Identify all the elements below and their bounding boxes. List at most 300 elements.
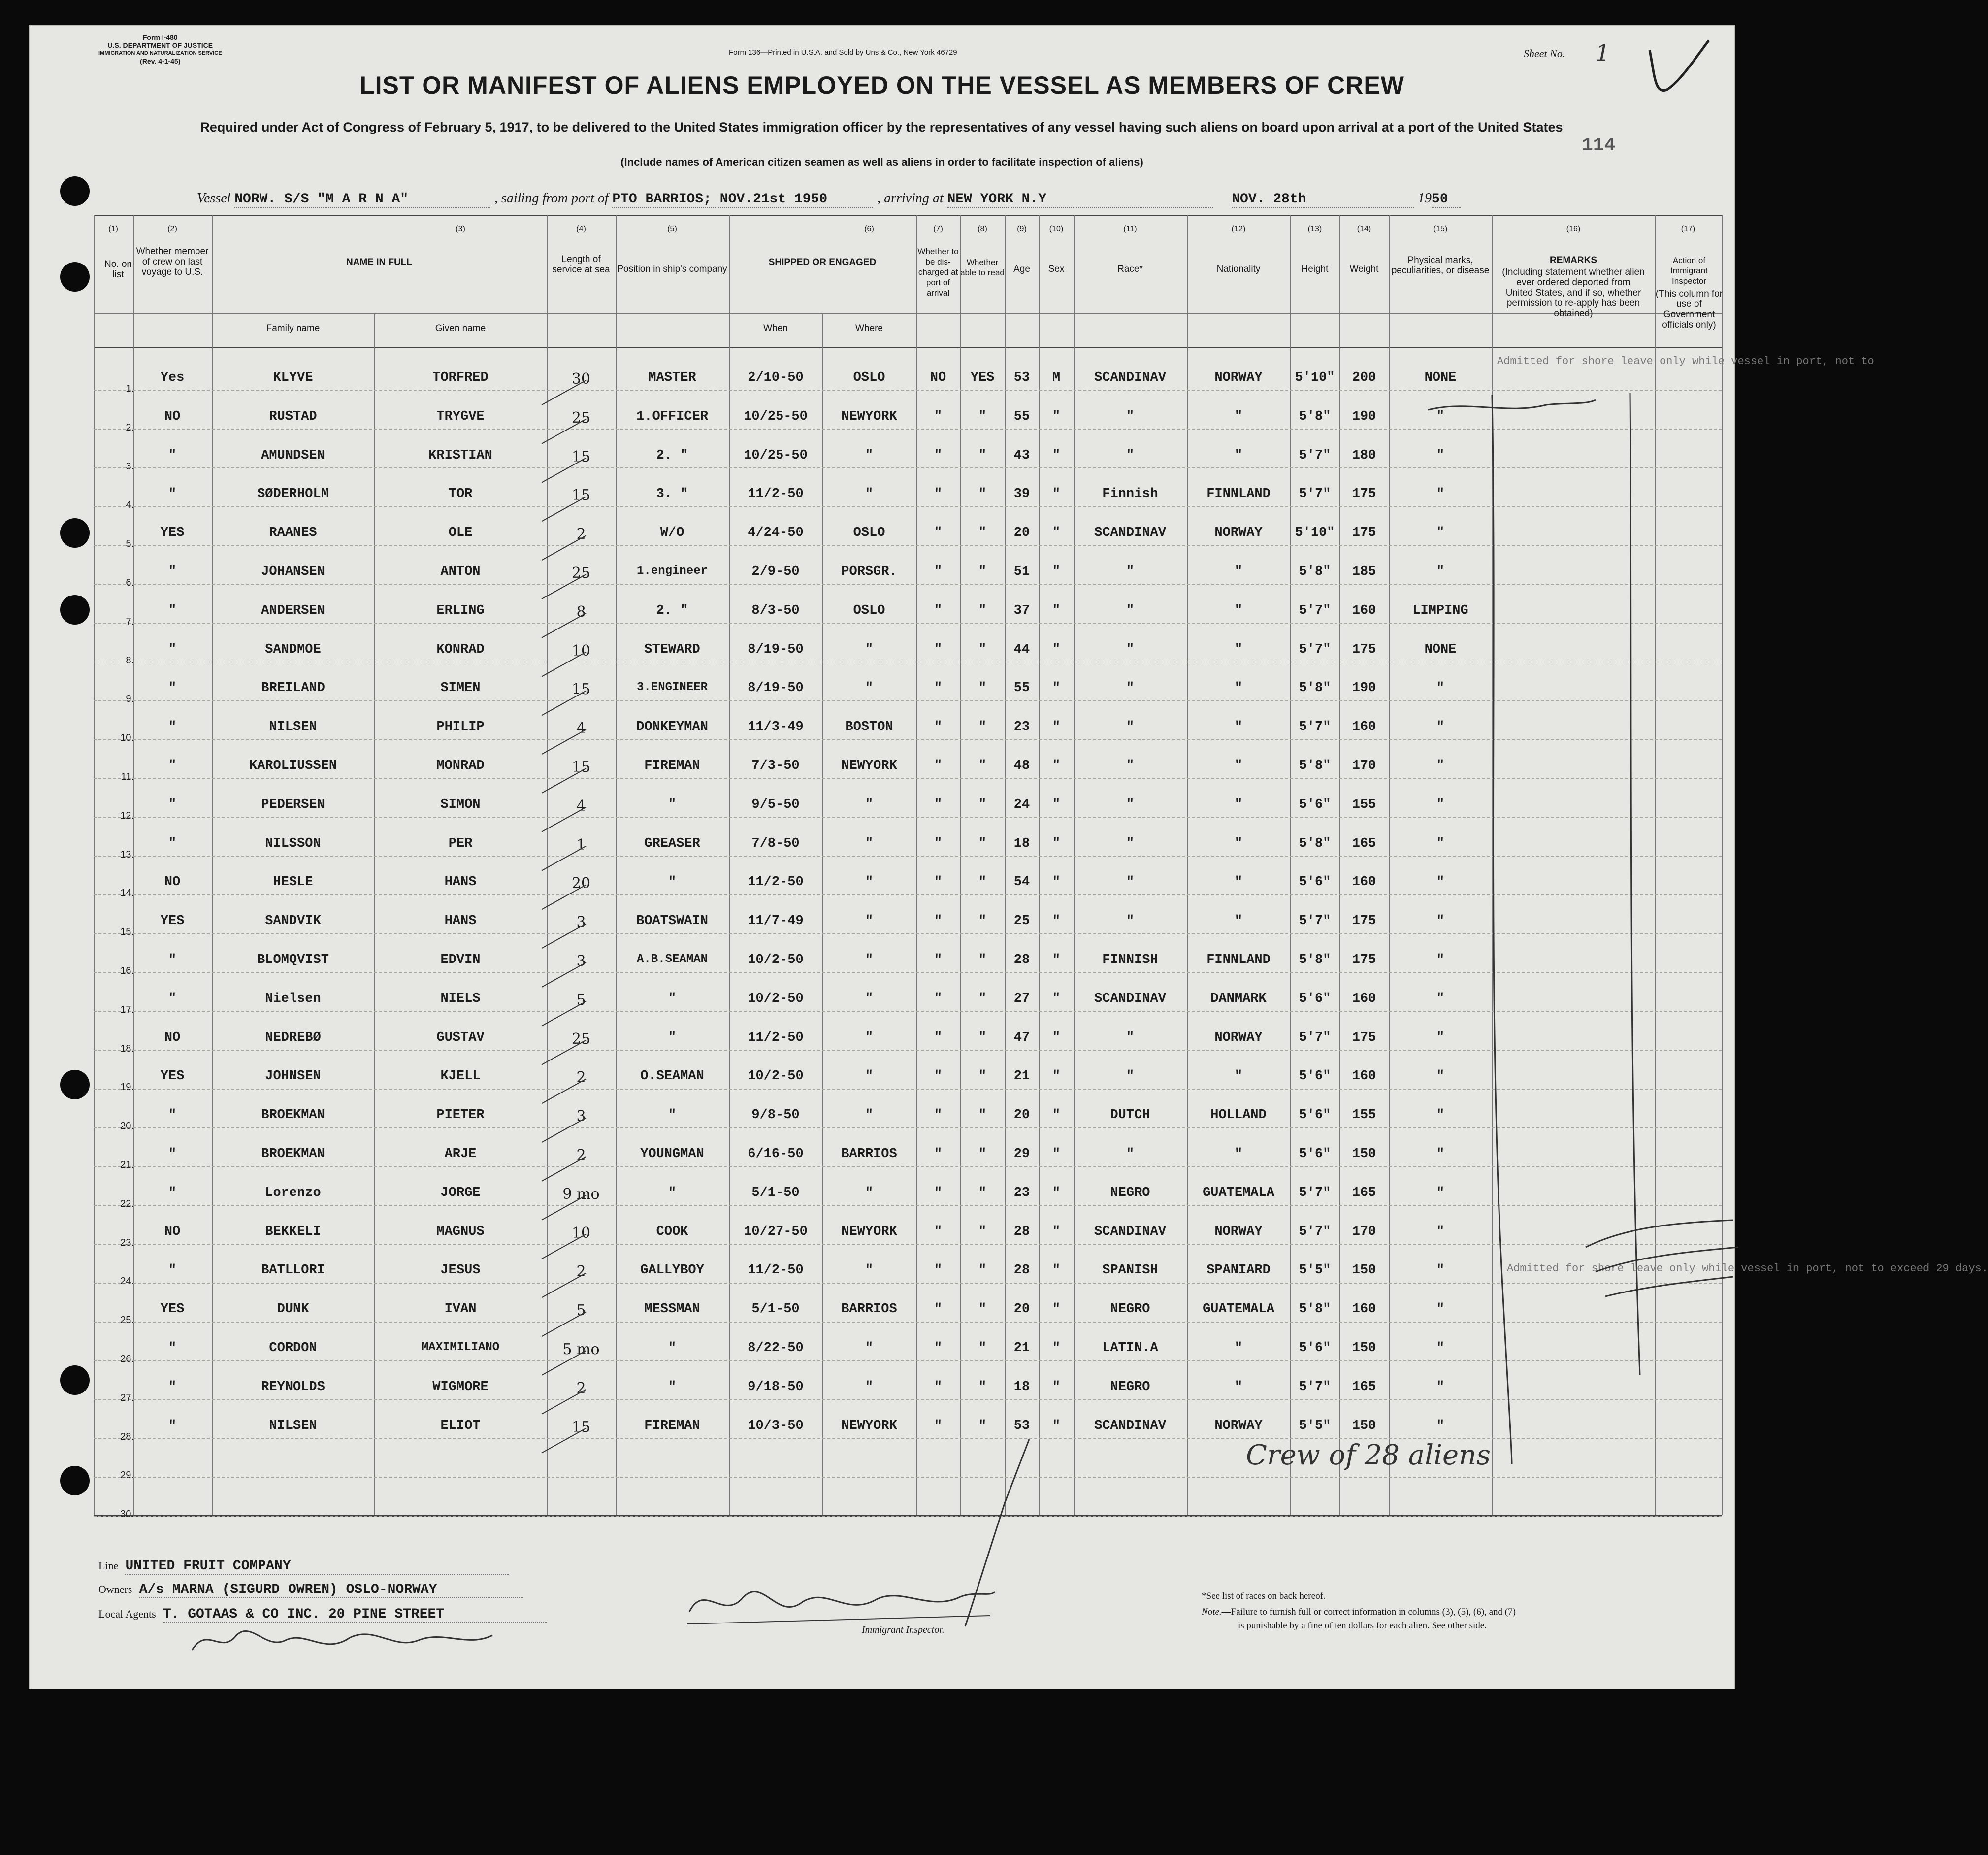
cell-service: 2 xyxy=(576,1379,586,1397)
cell-age: 21 xyxy=(1013,1341,1030,1356)
cell-last: " xyxy=(168,759,177,773)
cell-sex: " xyxy=(1052,875,1061,890)
cell-given: GUSTAV xyxy=(436,1030,485,1045)
cell-weight: 185 xyxy=(1352,564,1376,579)
cell-family: NILSSON xyxy=(265,836,321,851)
cell-family: PEDERSEN xyxy=(261,797,325,812)
cell-marks: " xyxy=(1436,526,1445,541)
cell-weight: 150 xyxy=(1352,1147,1376,1161)
cell-sex: " xyxy=(1052,797,1061,812)
cell-last: " xyxy=(168,487,177,502)
cell-sex: " xyxy=(1052,1418,1061,1433)
cell-weight: 160 xyxy=(1352,1302,1376,1317)
row-number: 25. xyxy=(120,1315,134,1326)
cell-family: SANDVIK xyxy=(265,914,321,929)
cell-service: 4 xyxy=(576,720,586,737)
header-last-voyage: Whether member of crew on last voyage to U.S. xyxy=(136,246,209,277)
cell-race: " xyxy=(1126,564,1135,579)
cell-where: OSLO xyxy=(853,603,885,618)
cell-last: YES xyxy=(160,1302,185,1317)
cell-read: " xyxy=(978,759,987,773)
cell-where: BARRIOS xyxy=(841,1302,897,1317)
cell-marks: " xyxy=(1436,1341,1445,1356)
cell-service: 10 xyxy=(571,1224,591,1242)
cell-disch: " xyxy=(934,487,943,502)
cell-height: 5'7" xyxy=(1299,1185,1331,1200)
cell-marks: " xyxy=(1436,991,1445,1006)
column-number: (8) xyxy=(978,225,987,233)
cell-age: 23 xyxy=(1013,720,1030,735)
cell-weight: 180 xyxy=(1352,448,1376,463)
cell-height: 5'8" xyxy=(1299,836,1331,851)
cell-age: 20 xyxy=(1013,1108,1030,1123)
column-number: (13) xyxy=(1307,225,1322,233)
cell-weight: 170 xyxy=(1352,1224,1376,1239)
cell-when: 6/16-50 xyxy=(748,1147,804,1161)
cell-marks: NONE xyxy=(1424,370,1457,385)
cell-marks: " xyxy=(1436,1108,1445,1123)
punch-hole xyxy=(60,595,90,625)
column-number: (11) xyxy=(1123,225,1137,233)
cell-disch: " xyxy=(934,720,943,735)
cell-service: 5 mo xyxy=(562,1341,600,1358)
cell-where: BOSTON xyxy=(845,720,893,735)
cell-disch: " xyxy=(934,1108,943,1123)
cell-weight: 160 xyxy=(1352,1069,1376,1084)
cell-height: 5'8" xyxy=(1299,759,1331,773)
manifest-sheet xyxy=(29,25,1988,1689)
header-shipped-engaged: SHIPPED OR ENGAGED xyxy=(768,257,877,267)
cell-given: TORFRED xyxy=(432,370,489,385)
cell-read: " xyxy=(978,797,987,812)
cell-weight: 175 xyxy=(1352,642,1376,657)
cell-position: " xyxy=(668,1108,677,1123)
year-prefix: 19 xyxy=(1418,191,1432,206)
column-number: (14) xyxy=(1357,225,1371,233)
cell-age: 51 xyxy=(1013,564,1030,579)
cell-height: 5'8" xyxy=(1299,1302,1331,1317)
cell-nat: " xyxy=(1234,681,1243,696)
cell-read: " xyxy=(978,1147,987,1161)
column-rule xyxy=(1722,215,1723,1515)
cell-read: " xyxy=(978,642,987,657)
cell-service: 15 xyxy=(571,681,591,698)
cell-disch: NO xyxy=(930,370,946,385)
cell-height: 5'6" xyxy=(1299,875,1331,890)
cell-disch: " xyxy=(934,1379,943,1394)
cell-height: 5'7" xyxy=(1299,642,1331,657)
cell-disch: " xyxy=(934,409,943,424)
cell-family: NILSEN xyxy=(269,1418,317,1433)
cell-marks: " xyxy=(1436,1224,1445,1239)
cell-last: " xyxy=(168,564,177,579)
cell-age: 28 xyxy=(1013,953,1030,967)
cell-disch: " xyxy=(934,991,943,1006)
statute-text: Required under Act of Congress of February 5, 1917, to be delivered to the United States immigration officer by the representatives of any vessel having such aliens on board upon arrival at a port of the United States xyxy=(200,120,1563,134)
cell-race: Finnish xyxy=(1102,487,1158,502)
row-number: 1. xyxy=(126,383,134,394)
punch-hole xyxy=(60,1365,90,1395)
cell-nat: NORWAY xyxy=(1214,526,1263,541)
note-label: Note. xyxy=(1202,1607,1222,1617)
cell-race: " xyxy=(1126,720,1135,735)
cell-weight: 165 xyxy=(1352,836,1376,851)
cell-race: " xyxy=(1126,603,1135,618)
cell-position: COOK xyxy=(656,1224,688,1239)
row-number: 19. xyxy=(120,1082,134,1093)
cell-nat: " xyxy=(1234,1341,1243,1356)
cell-position: " xyxy=(668,1341,677,1356)
cell-sex: " xyxy=(1052,953,1061,967)
cell-marks: " xyxy=(1436,681,1445,696)
cell-service: 30 xyxy=(571,370,591,388)
cell-race: SPANISH xyxy=(1102,1263,1158,1278)
row-number: 14. xyxy=(120,888,134,899)
cell-weight: 175 xyxy=(1352,487,1376,502)
cell-height: 5'7" xyxy=(1299,487,1331,502)
cell-nat: " xyxy=(1234,720,1243,735)
cell-race: " xyxy=(1126,875,1135,890)
cell-nat: " xyxy=(1234,564,1243,579)
row-number: 23. xyxy=(120,1237,134,1248)
cell-position: " xyxy=(668,1030,677,1045)
cell-where: " xyxy=(865,1108,874,1123)
agents-label: Local Agents xyxy=(98,1608,156,1620)
punch-hole xyxy=(60,518,90,548)
cell-race: NEGRO xyxy=(1110,1302,1150,1317)
cell-where: PORSGR. xyxy=(841,564,897,579)
cell-position: W/O xyxy=(660,526,684,541)
cell-where: " xyxy=(865,1263,874,1278)
cell-sex: " xyxy=(1052,603,1061,618)
cell-age: 28 xyxy=(1013,1224,1030,1239)
cell-last: NO xyxy=(164,1030,181,1045)
cell-marks: NONE xyxy=(1424,642,1457,657)
cell-given: MAXIMILIANO xyxy=(421,1341,500,1354)
cell-family: NEDREBØ xyxy=(265,1030,321,1045)
header-action-note: (This column for use of Government officials only) xyxy=(1655,289,1723,330)
cell-service: 1 xyxy=(576,836,586,854)
cell-family: SØDERHOLM xyxy=(257,487,329,502)
column-number: (4) xyxy=(576,225,586,233)
cell-disch: " xyxy=(934,759,943,773)
cell-marks: " xyxy=(1436,1379,1445,1394)
cell-nat: GUATEMALA xyxy=(1203,1185,1274,1200)
cell-age: 28 xyxy=(1013,1263,1030,1278)
cell-disch: " xyxy=(934,1418,943,1433)
cell-where: " xyxy=(865,1030,874,1045)
header-length-service: Length of service at sea xyxy=(552,254,610,275)
cell-sex: " xyxy=(1052,642,1061,657)
cell-read: " xyxy=(978,681,987,696)
column-number: (5) xyxy=(667,225,677,233)
cell-marks: " xyxy=(1436,448,1445,463)
shore-leave-stamp: Admitted for shore leave only while vessel in port, not to xyxy=(1497,355,1874,367)
cell-race: " xyxy=(1126,1030,1135,1045)
cell-when: 9/18-50 xyxy=(748,1379,804,1394)
row-number: 13. xyxy=(120,849,134,860)
cell-height: 5'7" xyxy=(1299,603,1331,618)
note-text-2: is punishable by a fine of ten dollars for each alien. See other side. xyxy=(1238,1621,1487,1631)
sailing-label: , sailing from port of xyxy=(494,191,609,206)
cell-where: " xyxy=(865,797,874,812)
cell-marks: " xyxy=(1436,1263,1445,1278)
footer-line-row xyxy=(98,1558,509,1575)
cell-disch: " xyxy=(934,875,943,890)
cell-position: " xyxy=(668,797,677,812)
cell-given: ELIOT xyxy=(440,1418,481,1433)
cell-sex: " xyxy=(1052,1341,1061,1356)
cell-race: " xyxy=(1126,409,1135,424)
cell-last: " xyxy=(168,603,177,618)
cell-read: " xyxy=(978,720,987,735)
row-number: 2. xyxy=(126,422,134,433)
cell-age: 48 xyxy=(1013,759,1030,773)
races-note: *See list of races on back hereof. xyxy=(1202,1591,1326,1601)
cell-service: 5 xyxy=(576,991,586,1009)
vessel-name: NORW. S/S "M A R N A" xyxy=(234,192,490,208)
cell-when: 10/2-50 xyxy=(748,1069,804,1084)
header-remarks: REMARKS xyxy=(1549,255,1597,265)
cell-when: 8/19-50 xyxy=(748,681,804,696)
cell-nat: " xyxy=(1234,642,1243,657)
cell-family: NILSEN xyxy=(269,720,317,735)
cell-family: RAANES xyxy=(269,526,317,541)
year-suffix: 50 xyxy=(1432,192,1461,208)
cell-nat: " xyxy=(1234,797,1243,812)
cell-age: 23 xyxy=(1013,1185,1030,1200)
cell-last: " xyxy=(168,681,177,696)
cell-given: PHILIP xyxy=(436,720,485,735)
cell-nat: DANMARK xyxy=(1210,991,1267,1006)
inspector-signature xyxy=(684,1577,1000,1631)
cell-sex: " xyxy=(1052,1147,1061,1161)
cell-family: JOHANSEN xyxy=(261,564,325,579)
cell-read: " xyxy=(978,1263,987,1278)
cell-given: IVAN xyxy=(444,1302,477,1317)
cell-where: " xyxy=(865,836,874,851)
column-number: (17) xyxy=(1681,225,1695,233)
row-number: 5. xyxy=(126,538,134,550)
cell-nat: " xyxy=(1234,448,1243,463)
cell-when: 11/2-50 xyxy=(748,1030,804,1045)
cell-weight: 190 xyxy=(1352,681,1376,696)
cell-position: DONKEYMAN xyxy=(636,720,708,735)
row-number: 28. xyxy=(120,1431,134,1442)
punch-hole xyxy=(60,1466,90,1495)
cell-weight: 160 xyxy=(1352,875,1376,890)
cell-when: 10/2-50 xyxy=(748,953,804,967)
cell-age: 53 xyxy=(1013,370,1030,385)
row-number: 26. xyxy=(120,1354,134,1364)
cell-nat: NORWAY xyxy=(1214,370,1263,385)
cell-weight: 170 xyxy=(1352,759,1376,773)
agents-value: T. GOTAAS & CO INC. 20 PINE STREET xyxy=(163,1607,547,1623)
column-number: (6) xyxy=(864,225,874,233)
row-number: 11. xyxy=(121,771,134,782)
cell-sex: " xyxy=(1052,409,1061,424)
cell-nat: " xyxy=(1234,409,1243,424)
row-number: 15. xyxy=(120,927,134,938)
cell-when: 10/27-50 xyxy=(744,1224,808,1239)
cell-when: 11/3-49 xyxy=(748,720,804,735)
row-number: 21. xyxy=(120,1159,134,1170)
cell-read: " xyxy=(978,1185,987,1200)
cell-weight: 150 xyxy=(1352,1341,1376,1356)
cell-weight: 150 xyxy=(1352,1263,1376,1278)
cell-where: " xyxy=(865,1341,874,1356)
cell-disch: " xyxy=(934,1263,943,1278)
cell-sex: " xyxy=(1052,720,1061,735)
cell-last: " xyxy=(168,1147,177,1161)
cell-when: 11/2-50 xyxy=(748,487,804,502)
cell-height: 5'7" xyxy=(1299,1030,1331,1045)
cell-read: YES xyxy=(970,370,995,385)
vessel-label: Vessel xyxy=(197,191,231,206)
cell-when: 9/8-50 xyxy=(751,1108,800,1123)
cell-where: NEWYORK xyxy=(841,1224,897,1239)
cell-where: NEWYORK xyxy=(841,409,897,424)
cell-race: " xyxy=(1126,797,1135,812)
cell-given: JESUS xyxy=(440,1263,481,1278)
cell-race: " xyxy=(1126,914,1135,929)
cell-where: " xyxy=(865,914,874,929)
cell-position: 1.OFFICER xyxy=(636,409,708,424)
header-weight: Weight xyxy=(1349,264,1379,274)
cell-marks: " xyxy=(1436,953,1445,967)
cell-sex: " xyxy=(1052,1302,1061,1317)
cell-service: 5 xyxy=(576,1302,586,1320)
cell-family: Nielsen xyxy=(265,991,321,1006)
arriving-at: NEW YORK N.Y xyxy=(947,192,1213,208)
cell-race: NEGRO xyxy=(1110,1185,1150,1200)
cell-family: KLYVE xyxy=(273,370,313,385)
cell-height: 5'8" xyxy=(1299,681,1331,696)
cell-last: YES xyxy=(160,526,185,541)
fine-note xyxy=(1202,1607,1516,1618)
cell-height: 5'6" xyxy=(1299,797,1331,812)
cell-service: 25 xyxy=(571,1030,591,1048)
cell-sex: " xyxy=(1052,914,1061,929)
shore-leave-stamp-bottom: Admitted for shore leave only while vessel in port, not to exceed 29 days. xyxy=(1507,1262,1988,1275)
cell-height: 5'6" xyxy=(1299,1341,1331,1356)
cell-family: BATLLORI xyxy=(261,1263,325,1278)
cell-position: " xyxy=(668,991,677,1006)
cell-marks: " xyxy=(1436,759,1445,773)
cell-when: 7/8-50 xyxy=(751,836,800,851)
cell-service: 15 xyxy=(571,448,591,465)
cell-marks: " xyxy=(1436,720,1445,735)
cell-disch: " xyxy=(934,1185,943,1200)
cell-family: CORDON xyxy=(269,1341,317,1356)
cell-disch: " xyxy=(934,564,943,579)
cell-weight: 160 xyxy=(1352,991,1376,1006)
cell-given: OLE xyxy=(448,526,473,541)
cell-family: KAROLIUSSEN xyxy=(249,759,337,773)
cell-read: " xyxy=(978,1108,987,1123)
tally-strokes xyxy=(532,370,630,1553)
cell-position: 2. " xyxy=(656,603,688,618)
cell-given: ERLING xyxy=(436,603,485,618)
header-able-to-read: Whether able to read xyxy=(960,258,1005,277)
cell-height: 5'7" xyxy=(1299,1379,1331,1394)
cell-service: 2 xyxy=(576,1069,586,1087)
cell-weight: 175 xyxy=(1352,1030,1376,1045)
cell-when: 8/19-50 xyxy=(748,642,804,657)
cell-position: FIREMAN xyxy=(644,759,700,773)
cell-family: BROEKMAN xyxy=(261,1147,325,1161)
cell-disch: " xyxy=(934,526,943,541)
cell-marks: " xyxy=(1436,875,1445,890)
cell-position: MASTER xyxy=(648,370,696,385)
cell-read: " xyxy=(978,914,987,929)
row-number: 7. xyxy=(126,616,134,627)
cell-marks: " xyxy=(1436,409,1445,424)
cell-where: " xyxy=(865,642,874,657)
cell-read: " xyxy=(978,409,987,424)
cell-read: " xyxy=(978,1379,987,1394)
cell-race: LATIN.A xyxy=(1102,1341,1158,1356)
row-number: 8. xyxy=(126,655,134,666)
sailing-from: PTO BARRIOS; NOV.21st 1950 xyxy=(612,192,873,208)
cell-race: NEGRO xyxy=(1110,1379,1150,1394)
cell-position: YOUNGMAN xyxy=(640,1147,704,1161)
cell-age: 20 xyxy=(1013,526,1030,541)
cell-race: " xyxy=(1126,681,1135,696)
cell-height: 5'7" xyxy=(1299,914,1331,929)
cell-last: NO xyxy=(164,1224,181,1239)
cell-position: O.SEAMAN xyxy=(640,1069,704,1084)
cell-position: 3. " xyxy=(656,487,688,502)
cell-disch: " xyxy=(934,914,943,929)
cell-race: " xyxy=(1126,759,1135,773)
cell-given: NIELS xyxy=(440,991,481,1006)
cell-position: 3.ENGINEER xyxy=(636,681,708,695)
row-number: 16. xyxy=(120,965,134,976)
cell-race: SCANDINAV xyxy=(1094,526,1166,541)
cell-last: YES xyxy=(160,1069,185,1084)
column-number: (12) xyxy=(1231,225,1246,233)
cell-sex: " xyxy=(1052,1108,1061,1123)
cell-height: 5'8" xyxy=(1299,564,1331,579)
row-number: 29. xyxy=(120,1470,134,1481)
cell-height: 5'6" xyxy=(1299,991,1331,1006)
punch-hole xyxy=(60,176,90,206)
cell-given: PIETER xyxy=(436,1108,485,1123)
crew-total-note: Crew of 28 aliens xyxy=(1246,1439,1491,1471)
cell-family: JOHNSEN xyxy=(265,1069,321,1084)
column-number: (10) xyxy=(1049,225,1064,233)
cell-sex: " xyxy=(1052,526,1061,541)
cell-family: AMUNDSEN xyxy=(261,448,325,463)
cell-last: " xyxy=(168,953,177,967)
cell-weight: 175 xyxy=(1352,953,1376,967)
cell-age: 43 xyxy=(1013,448,1030,463)
cell-race: SCANDINAV xyxy=(1094,991,1166,1006)
cell-age: 54 xyxy=(1013,875,1030,890)
cell-race: " xyxy=(1126,1069,1135,1084)
header-sex: Sex xyxy=(1048,264,1065,274)
cell-disch: " xyxy=(934,1147,943,1161)
cell-height: 5'6" xyxy=(1299,1069,1331,1084)
cell-disch: " xyxy=(934,642,943,657)
row-number: 27. xyxy=(120,1392,134,1403)
cell-height: 5'8" xyxy=(1299,409,1331,424)
cell-nat: GUATEMALA xyxy=(1203,1302,1274,1317)
cell-age: 37 xyxy=(1013,603,1030,618)
row-number: 30. xyxy=(120,1509,134,1520)
cell-read: " xyxy=(978,1030,987,1045)
